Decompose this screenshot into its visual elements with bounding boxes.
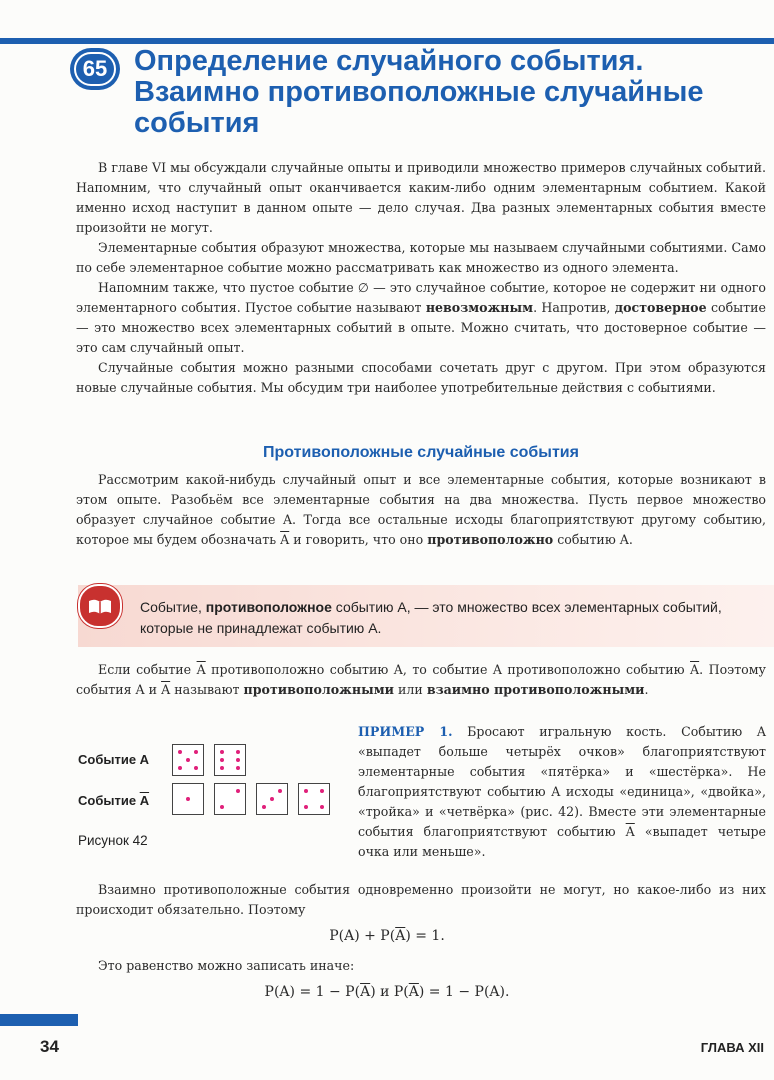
top-rule [0, 38, 774, 44]
die-face-one [172, 783, 204, 815]
section-number-badge: 65 [70, 48, 120, 90]
die-pip [236, 789, 240, 793]
footer-rule [0, 1014, 78, 1026]
formula-complement: $P(A) = 1 - P(\overline{A})$ и $P(\overline{A}) = 1 - P(A)$. [264, 984, 510, 1000]
die-pip [178, 766, 182, 770]
paragraph: Напомним также, что пустое событие ∅ — это случайное событие, которое не содержит ни одного элементарного события. Пустое событие называют невозможным. Напротив, достоверное событие — это множество всех элементарных событий в опыте. Можно считать, что достоверное событие — это сам случайный опыт. [76, 280, 766, 355]
die-pip [220, 805, 224, 809]
die-pip [178, 750, 182, 754]
figure-caption: Рисунок 42 [78, 833, 148, 848]
die-pip [236, 758, 240, 762]
chapter-label: ГЛАВА XII [700, 1040, 764, 1055]
die-face-six [214, 744, 246, 776]
intro-text [76, 158, 766, 398]
section-title [134, 46, 764, 139]
die-face-two [214, 783, 246, 815]
die-pip [186, 758, 190, 762]
event-a-label: Событие A [78, 752, 150, 767]
die-pip [194, 766, 198, 770]
title-line-2: Взаимно противоположные случайные [134, 76, 704, 108]
die-pip [320, 805, 324, 809]
title-line-3: события [134, 107, 260, 139]
die-pip [186, 797, 190, 801]
die-pip [236, 766, 240, 770]
paragraph: Случайные события можно разными способами сочетать друг с другом. При этом образуются новые случайные события. Мы обсудим три наиболее употребительные действия с событиями. [76, 360, 766, 395]
die-pip [304, 789, 308, 793]
example-1: ПРИМЕР 1. Бросают игральную кость. Событию A «выпадет больше четырёх очков» благоприятствуют элементарные события «пятёрка» и «шестёрка». Не благоприятствуют событию A исходы «единица», «двойка», «тройка» и «четвёрка» (рис. 42). Вместе эти элементарные события благоприятствуют событию $\overline{A}$ «выпадет четыре очка или меньше». [358, 724, 767, 859]
paragraph: В главе VI мы обсуждали случайные опыты и приводили множество примеров случайных событий. Напомним, что случайный опыт оканчивается каким-либо одним элементарным событием. Какой именно исход наступит в данном опыте — дело случая. Два разных элементарных события вместе произойти не могут. [76, 160, 766, 235]
subheading: Противоположные случайные события [263, 444, 579, 461]
example-label: ПРИМЕР 1. [358, 724, 453, 739]
die-pip [220, 750, 224, 754]
term-certain: достоверное [614, 300, 707, 315]
paragraph: Если событие $\overline{A}$ противоположно событию A, то событие A противоположно событию $\overline{A}$. Поэтому события A и $\overline{A}$ называют противоположными или взаимно противоположными. [76, 662, 766, 697]
die-pip [320, 789, 324, 793]
title-line-1: Определение случайного события. [134, 45, 644, 77]
book-icon [78, 584, 122, 628]
die-face-five [172, 744, 204, 776]
die-pip [304, 805, 308, 809]
die-pip [262, 805, 266, 809]
die-pip [278, 789, 282, 793]
die-pip [220, 758, 224, 762]
die-pip [270, 797, 274, 801]
formula-sum: $P(A) + P(\overline{A}) = 1$. [329, 928, 445, 944]
die-face-four [298, 783, 330, 815]
paragraph: Рассмотрим какой-нибудь случайный опыт и все элементарные события, которые возникают в этом опыте. Разобьём все элементарные события на два множества. Пусть первое множество образует случайное событие A. Тогда все остальные исходы благоприятствуют другому событию, которое мы будем обозначать $\overline{A}$ и говорить, что оно противоположно событию A. [76, 472, 766, 547]
paragraph: Это равенство можно записать иначе: [98, 958, 355, 973]
definition-text: Событие, противоположное событию A, — это множество всех элементарных событий, которые не принадлежат событию A. [140, 599, 722, 636]
event-not-a-label: Событие $\overline{A}$ [78, 793, 150, 808]
die-pip [236, 750, 240, 754]
paragraph: Элементарные события образуют множества, которые мы называем случайными событиями. Само по себе элементарное событие можно рассматривать как множество из одного элемента. [76, 240, 766, 275]
die-face-three [256, 783, 288, 815]
paragraph: Взаимно противоположные события одновременно произойти не могут, но какое-либо из них происходит обязательно. Поэтому [76, 882, 766, 917]
term-impossible: невозможным [425, 300, 534, 315]
page-number: 34 [40, 1037, 59, 1056]
die-pip [194, 750, 198, 754]
die-pip [220, 766, 224, 770]
